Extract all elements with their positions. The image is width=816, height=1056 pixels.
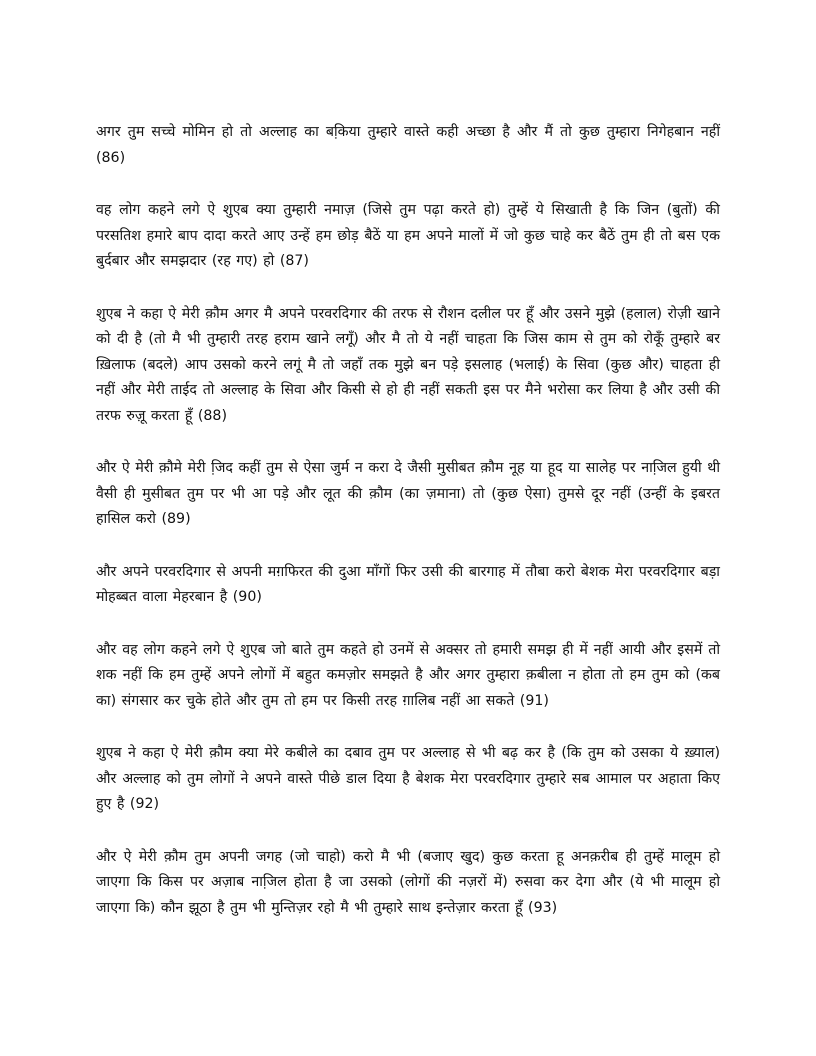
verse-92: शुएब ने कहा ऐ मेरी क़ौम क्या मेरे कबीले का दबाव तुम पर अल्लाह से भी बढ़ कर है (कि तुम को उसका ये ख़्याल) और अल्लाह को तुम लोगों ने अपने वास्ते पीछे डाल दिया है बेशक मेरा परवरदिगार तुम्हारे सब आमाल पर अहाता किए हुए है (92) bbox=[96, 745, 720, 812]
verse-93: और ऐ मेरी क़ौम तुम अपनी जगह (जो चाहो) करो मै भी (बजाए खुद) कुछ करता हू अनक़रीब ही तुम्हें मालूम हो जाएगा कि किस पर अज़ाब नाजि़ल होता है जा उसको (लोगों की नज़रों में) रुसवा कर देगा और (ये भी मालूम हो जाएगा कि) कौन झूठा है तुम भी मुन्तिज़र रहो मै भी तुम्हारे साथ इन्तेज़ार करता हूँ (93) bbox=[96, 848, 720, 916]
verse-86: अगर तुम सच्चे मोमिन हो तो अल्लाह का बकि़या तुम्हारे वास्ते कही अच्छा है और मैं तो कुछ तुम्हारा निगेहबान नहीं (86) bbox=[96, 124, 720, 166]
verse-88: शुएब ने कहा ऐ मेरी क़ौम अगर मै अपने परवरदिगार की तरफ से रौशन दलील पर हूँ और उसने मुझे (हलाल) रोज़ी खाने को दी है (तो मै भी तुम्हारी तरह हराम खाने लगूँ) और मै तो ये नहीं चाहता कि जिस काम से तुम को रोकूँ तुम्हारे बर ख़िलाफ (बदले) आप उसको करने लगूं मै तो जहाँ तक मुझे बन पड़े इसलाह (भलाई) के सिवा (कुछ और) चाहता ही नहीं और मेरी ताईद तो अल्लाह के सिवा और किसी से हो ही नहीं सकती इस पर मैने भरोसा कर लिया है और उसी की तरफ रुजू़ करता हूँ (88) bbox=[96, 305, 720, 424]
verse-87: वह लोग कहने लगे ऐ शुएब क्या तुम्हारी नमाज़ (जिसे तुम पढ़ा करते हो) तुम्हें ये सिखाती है कि जिन (बुतों) की परसतिश हमारे बाप दादा करते आए उन्हें हम छोड़ बैठें या हम अपने मालों में जो कुछ चाहे कर बैठें तुम ही तो बस एक बुर्दबार और समझदार (रह गए) हो (87) bbox=[96, 202, 720, 269]
verse-89: और ऐ मेरी क़ौमे मेरी जि़द कहीं तुम से ऐसा जुर्म न करा दे जैसी मुसीबत क़ौम नूह या हूद या सालेह पर नाजि़ल हुयी थी वैसी ही मुसीबत तुम पर भी आ पड़े और लूत की क़ौम (का ज़माना) तो (कुछ ऐसा) तुमसे दूर नहीं (उन्हीं के इबरत हासिल करो (89) bbox=[96, 460, 720, 527]
verse-90: और अपने परवरदिगार से अपनी मग़फिरत की दुआ माँगों फिर उसी की बारगाह में तौबा करो बेशक मेरा परवरदिगार बड़ा मोहब्बत वाला मेहरबान है (90) bbox=[96, 563, 720, 605]
document-page bbox=[96, 120, 720, 948]
verse-91: और वह लोग कहने लगे ऐ शुएब जो बाते तुम कहते हो उनमें से अक्सर तो हमारी समझ ही में नहीं आयी और इसमें तो शक नहीं कि हम तुम्हें अपने लोगों में बहुत कमज़ोर समझते है और अगर तुम्हारा क़बीला न होता तो हम तुम को (कब का) संगसार कर चुके होते और तुम तो हम पर किसी तरह ग़ालिब नहीं आ सकते (91) bbox=[96, 641, 720, 709]
